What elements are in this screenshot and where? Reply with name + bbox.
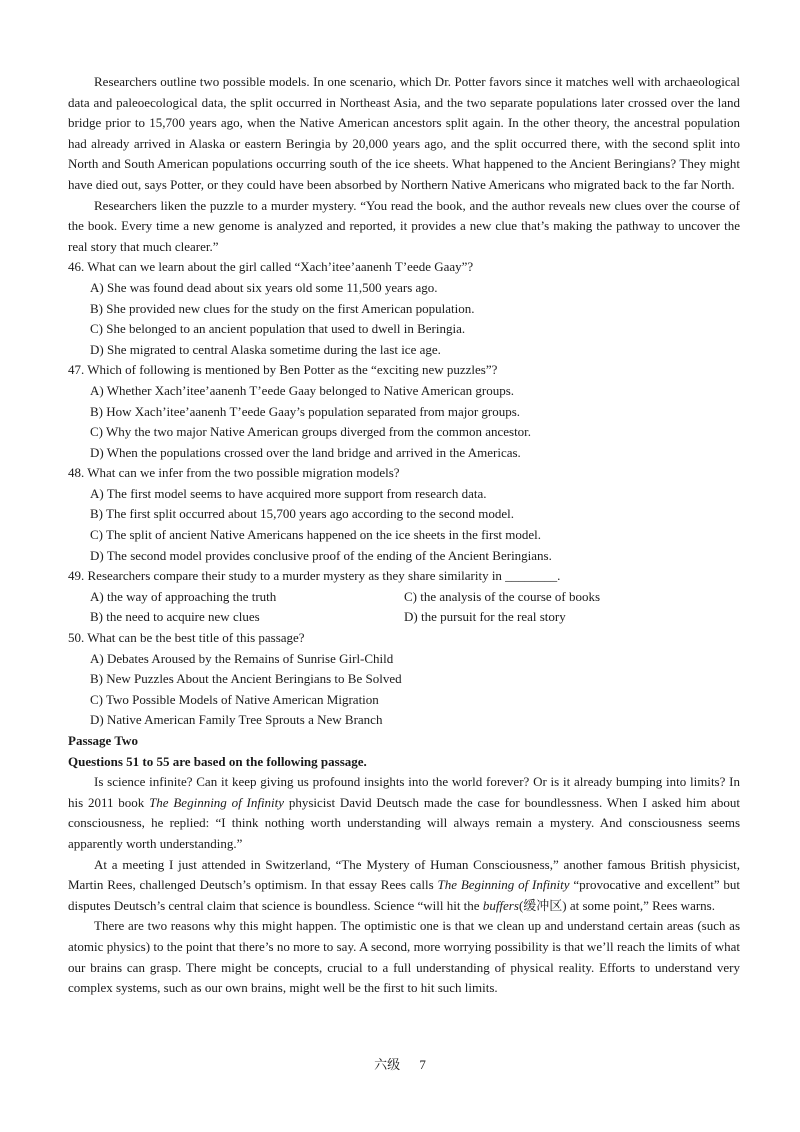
text: At a meeting I just attended in Switzerland, “The Mystery of Human Consciousness,” another famous British physicist, Martin Rees, challenged Deutsch’s optimism. In that essay Rees calls <box>68 856 740 893</box>
option: D) The second model provides conclusive proof of the ending of the Ancient Beringians. <box>90 547 552 563</box>
option: A) She was found dead about six years old some 11,500 years ago. <box>90 279 438 295</box>
option: C) She belonged to an ancient population that used to dwell in Beringia. <box>90 321 466 337</box>
option: A) Whether Xach’itee’aanenh T’eede Gaay belonged to Native American groups. <box>90 382 515 398</box>
term: buffers <box>482 897 519 913</box>
passage-two-instruction: Questions 51 to 55 are based on the following passage. <box>68 753 367 769</box>
question-49: 49. Researchers compare their study to a murder mystery as they share similarity in ________. <box>68 568 561 584</box>
option: A) The first model seems to have acquired more support from research data. <box>90 485 487 501</box>
text: “provocative and excellent” but disputes Deutsch’s central claim that science is boundless. Science “will hit the <box>68 877 741 913</box>
option: D) the pursuit for the real story <box>404 609 566 625</box>
text: Is science infinite? Can it keep giving us profound insights into the world forever? Or is it already bumping into limits? In his 2011 book <box>68 774 740 810</box>
option-row <box>68 587 740 608</box>
paragraph: There are two reasons why this might happen. The optimistic one is that we clean up and understand certain areas (such as atomic physics) to the point that there’s no more to say. A second, more worrying possibility is that we’ll reach the limits of what our brains can grasp. There might be concepts, crucial to a full understanding of physical reality. Efforts to understand very complex systems, such as our own brains, might well be the first to hit such limits. <box>68 918 740 996</box>
paragraph: Researchers outline two possible models. In one scenario, which Dr. Potter favors since it matches well with archaeological data and paleoecological data, the split occurred in Northeast Asia, and the two separate populations later crossed over the land bridge prior to 15,700 years ago, when the Native American ancestors split again. In the other theory, the ancestral population had already arrived in Alaska or eastern Beringia by 20,000 years ago, and the split occurred there, with the second split into North and South American populations occurring south of the ice sheets. What happened to the Ancient Beringians? They might have died out, says Potter, or they could have been absorbed by Northern Native Americans who migrated back to the far North. <box>68 74 740 192</box>
page-number: 7 <box>419 1057 426 1072</box>
option: D) Native American Family Tree Sprouts a New Branch <box>90 712 383 728</box>
text: physicist David Deutsch made the case for boundlessness. When I asked him about consciousness, he replied: “I think nothing worth understanding will always remain a mystery. And consciousness seems apparently worth understanding.” <box>68 794 740 851</box>
page-footer <box>0 1054 800 1073</box>
option: A) Debates Aroused by the Remains of Sunrise Girl-Child <box>90 650 394 666</box>
option: D) When the populations crossed over the land bridge and arrived in the Americas. <box>90 444 521 460</box>
passage-two-heading: Passage Two <box>68 733 138 748</box>
question-48: 48. What can we infer from the two possible migration models? <box>68 465 400 481</box>
question-46: 46. What can we learn about the girl called “Xach’itee’aanenh T’eede Gaay”? <box>68 259 474 275</box>
option: C) Why the two major Native American groups diverged from the common ancestor. <box>90 424 532 440</box>
paragraph <box>68 855 740 917</box>
option: C) The split of ancient Native Americans happened on the ice sheets in the first model. <box>90 527 542 543</box>
option: D) She migrated to central Alaska sometime during the last ice age. <box>90 341 441 357</box>
book-title: The Beginning of Infinity <box>437 877 570 893</box>
question-47: 47. Which of following is mentioned by Ben Potter as the “exciting new puzzles”? <box>68 362 498 378</box>
option-row <box>68 607 740 628</box>
option: B) the need to acquire new clues <box>90 609 260 625</box>
text: (缓冲区) at some point,” Rees warns. <box>518 897 715 913</box>
option: B) She provided new clues for the study on the first American population. <box>90 300 475 316</box>
book-title: The Beginning of Infinity <box>149 794 285 810</box>
page-content <box>68 72 740 999</box>
option: B) New Puzzles About the Ancient Beringians to Be Solved <box>90 671 402 687</box>
option: A) the way of approaching the truth <box>90 588 277 604</box>
option: B) The first split occurred about 15,700 years ago according to the second model. <box>90 506 514 522</box>
paragraph: Researchers liken the puzzle to a murder mystery. “You read the book, and the author reveals new clues over the course of the book. Every time a new genome is analyzed and reported, it provides a new clue that’s making the pathway to uncover the real story that much clearer.” <box>68 197 740 254</box>
option: B) How Xach’itee’aanenh T’eede Gaay’s population separated from major groups. <box>90 403 521 419</box>
option: C) the analysis of the course of books <box>404 588 601 604</box>
question-50: 50. What can be the best title of this passage? <box>68 630 305 646</box>
option: C) Two Possible Models of Native American Migration <box>90 691 379 707</box>
footer-label: 六级 <box>374 1057 401 1072</box>
paragraph <box>68 772 740 854</box>
